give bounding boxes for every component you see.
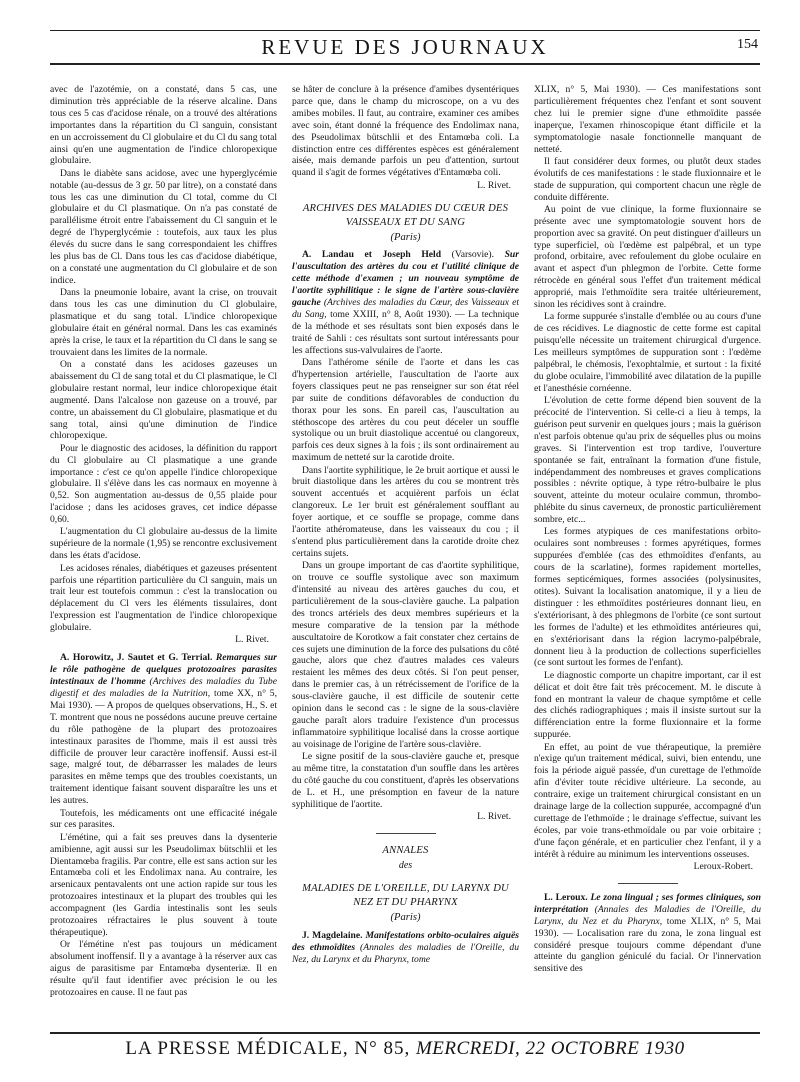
article-title: Remarques sur le rôle pathogène de quelques protozoaires parasites intestinaux de l'homme — [50, 652, 277, 688]
paragraph: XLIX, n° 5, Mai 1930). — Ces manifestations sont particulièrement fréquentes chez l'enfant et sont souvent chez lui le premier signe d'une ethmoïdite passée inaperçue, l'examen rhinoscopique étant difficile et la symptomatologie nasale fonctionnelle manquant de netteté. — [534, 84, 761, 155]
header-bottom-rule — [50, 63, 760, 65]
paragraph: Il faut considérer deux formes, ou plutôt deux stades évolutifs de ces manifestations : le stade fluxionnaire et le stade de suppuration, qui comportent chacun une règle de conduite différente. — [534, 155, 761, 203]
article-source: (Archives des maladies du Cœur, des Vaisseaux et du Sang, — [292, 297, 519, 320]
author-signature: L. Rivet. — [235, 634, 269, 646]
article-title: Sur l'auscultation des artères du cou et l'utilité clinique de cette méthode d'examen ; un nouveau symptôme de l'aortite syphilitique : le signe de l'artère sous-clavière gauche — [292, 249, 519, 309]
paragraph: Pour le diagnostic des acidoses, la définition du rapport du Cl globulaire au Cl plasmatique a une grande importance : c'est ce qu'on appelle l'indice chloropexique globulaire. Il s'élève dans les cas normaux en moyenne à 0,52. Son augmentation au-dessus de 0,55 plaide pour l'acidose ; dans les acidoses graves, cet indice dépasse 0,60. — [50, 442, 277, 526]
paragraph: avec de l'azotémie, on a constaté, dans 5 cas, une diminution très appréciable de la réserve alcaline. Dans tous ces 5 cas d'acidose rénale, on a trouvé des altérations importantes dans la répartition du Cl sanguin, consistant en un accroissement du Cl globulaire et du Cl du sang total ainsi qu'en une augmentation de l'indice chloropexique globulaire. — [50, 84, 277, 167]
article-authors: L. Leroux. — [544, 891, 588, 903]
article-text: tome XLIX, n° 5, Mai 1930). — Localisation rare du zona, le zona lingual est considéré presque toujours comme dépendant d'une atteinte du ganglion géniculé du facial. Or l'innervation sensitive des — [534, 915, 761, 975]
page-footer — [50, 1032, 760, 1062]
section-city: (Paris) — [390, 911, 421, 923]
header-top-rule — [50, 30, 760, 31]
paragraph: Au point de vue clinique, la forme fluxionnaire se présente avec une symptomatologie souvent hors de proportion avec sa gravité. On peut distinguer d'ailleurs un type superficiel, où l'œdème est palpébral, et un type profond, orbitaire, avec refoulement du globe oculaire en avant et aspect d'un phlegmon de l'orbite. Cette forme rétrocède en général sous l'effet d'un traitement médical approprié, mais l'ethmoïdite sera traitée ultérieurement, sinon les récidives sont à craindre. — [534, 203, 761, 311]
article-authors: A. Horowitz, J. Sautet et G. Terrial. — [60, 652, 213, 664]
paragraph: Le diagnostic comporte un chapitre important, car il est délicat et doit être fait très précocement. M. le discute à fond en montrant la valeur de chaque symptôme et celle des clichés radiographiques ; mais il insiste surtout sur la différenciation entre la forme fluxionnaire et la forme suppurée. — [534, 669, 761, 741]
article-city: (Varsovie). — [451, 249, 494, 261]
column-left — [50, 84, 277, 1024]
section-heading-connector: des — [398, 859, 413, 871]
article-title: Le zona lingual ; ses formes cliniques, son interprétation — [534, 891, 761, 915]
paragraph: Toutefois, les médicaments ont une efficacité inégale sur ces parasites. — [50, 807, 277, 831]
paragraph: L'évolution de cette forme dépend bien souvent de la précocité de l'intervention. Si celle-ci a lieu à temps, la guérison peut survenir en quelques jours ; mais la guérison n'est parfois obtenue qu'au prix de séquelles plus ou moins graves. Si l'intervention est trop tardive, l'ouverture spontanée se fait, entraînant la formation d'une fistule, indépendamment des nombreuses et graves complications possibles : névrite optique, à type rétro-bulbaire le plus souvent, atteinte du moteur oculaire commun, thrombo-phlébite du sinus caverneux, de pronostic particulièrement sombre, etc... — [534, 395, 761, 526]
column-middle — [292, 84, 519, 1024]
paragraph: Dans la pneumonie lobaire, avant la crise, on trouvait dans tous les cas une diminution du Cl globulaire, plasmatique et du sang total. L'indice chloropexique globulaire était en général normal. Dans les cas examinés après la crise, le taux et la répartition du Cl dans le sang se trouvaient dans les limites de la normale. — [50, 287, 277, 358]
article-text: tome XX, n° 5, Mai 1930). — A propos de quelques observations, H., S. et T. montrent que nous ne possédons aucune preuve certaine du rôle pathogène de la plupart des protozoaires intestinaux parasites de l'homme, mais il est aussi très difficile de prouver leur caractère inoffensif. Aussi est-il sage, malgré tout, de débarrasser les malades de leurs parasites en même temps que des troubles coexistants, un traitement identique faisant souvent disparaître les uns et les autres. — [50, 688, 277, 807]
column-right — [534, 84, 761, 1024]
section-city: (Paris) — [390, 231, 421, 243]
paragraph: se hâter de conclure à la présence d'amibes dysentériques parce que, dans le champ du microscope, on a vu des amibes mobiles. Il faut, au contraire, examiner ces amibes avec soin, étant donné la fréquence des Endolimax nana, des Pseudolimax bütschlii et des Entamœba coli. La distinction entre ces différentes espèces est généralement aisée, mais demande parfois un peu d'attention, surtout quand il s'agit de formes végétatives d'Entamœba coli. — [292, 84, 519, 179]
article-divider — [618, 883, 678, 884]
section-heading: ARCHIVES DES MALADIES DU CŒUR DES VAISSEAUX ET DU SANG — [302, 202, 509, 228]
article-source: (Annales des Maladies de l'Oreille, du Larynx, du Nez et du Pharynx, — [534, 903, 761, 927]
article-source: (Annales des maladies de l'Oreille, du Nez, du Larynx et du Pharynx, tome — [292, 941, 519, 965]
article-heading — [292, 249, 519, 356]
paragraph: L'augmentation du Cl globulaire au-dessus de la limite supérieure de la normale (1,95) se rencontre exclusivement dans les états d'acidose. — [50, 526, 277, 562]
footer-date: MERCREDI, 22 OCTOBRE 1930 — [415, 1038, 685, 1059]
article-text: tome XXIII, n° 8, Août 1930). — La technique de la méthode et ses résultats sont bien exposés dans le traité de Sahli : ces résultats sont surtout intéressants pour les affections sus-valvulaires de l'aorte. — [292, 308, 519, 356]
footer-journal: LA PRESSE MÉDICALE, N° 85, — [125, 1038, 411, 1059]
paragraph: Or l'émétine n'est pas toujours un médicament absolument inoffensif. Il y a avantage à la réserver aux cas aigus de parasitisme par Entamœba dysenteriæ. Il en résulte qu'il faut identifier avec précision le ou les protozoaires en cause. Il ne faut pas — [50, 939, 277, 998]
article-authors: J. Magdelaine. — [302, 929, 363, 941]
paragraph: Les acidoses rénales, diabétiques et gazeuses présentent parfois une répartition particulière du Cl sanguin, mais un trait leur est toutefois commun : c'est la translocation ou déplacement du Cl vers les éléments tissulaires, dont l'expression est l'augmentation de l'indice chloropexique globulaire. — [50, 562, 277, 634]
article-title: Manifestations orbito-oculaires aiguës des ethmoïdites — [292, 929, 519, 953]
section-heading: ANNALES — [382, 844, 429, 856]
article-heading — [50, 652, 277, 807]
article-heading — [292, 930, 519, 966]
paragraph: On a constaté dans les acidoses gazeuses un abaissement du Cl de sang total et du Cl plasmatique, le Cl globulaire restant normal, leur indice chloropexique était augmenté. Dans l'alcalose non gazeuse on a trouvé, par contre, un abaissement du Cl globulaire, plasmatique et du sang total, ainsi qu'une diminution de l'indice chloropexique. — [50, 359, 277, 442]
paragraph: Dans le diabète sans acidose, avec une hyperglycémie notable (au-dessus de 3 gr. 50 par litre), on a constaté dans tous les cas une diminution du Cl total, comme du Cl globulaire et du Cl plasmatique. On n'a pas constaté de parallélisme étroit entre l'abaissement du Cl sanguin et le degré de l'hyperglycémie : toutefois, aux taux les plus élevés du sucre dans le sang correspondaient les chiffres les plus bas de Cl. Dans tous les cas d'acidose diabétique, on a constaté une augmentation du Cl globulaire et de son indice. — [50, 167, 277, 286]
paragraph: Dans l'athérome sénile de l'aorte et dans les cas d'hypertension artérielle, l'auscultation de l'aorte aux foyers classiques peut ne pas renseigner sur son état réel par suite de conditions défavorables de conduction du thorax pour les sons. En pareil cas, l'auscultation au stéthoscope des artères du cou peut déceler un souffle systolique ou un bruit diastolique accentué ou clangoreux, parfois ces deux signes à la fois ; ils sont ordinairement au maximum de netteté sur la carotide droite. — [292, 357, 519, 464]
author-signature: L. Rivet. — [477, 179, 511, 191]
page-number: 154 — [737, 37, 758, 52]
section-divider — [376, 833, 436, 834]
paragraph: Les formes atypiques de ces manifestations orbito-oculaires sont nombreuses : formes apyrétiques, formes suppurées d'emblée (cas des ethmoïdites d'enfants, au cours de la scarlatine), formes rapidement mortelles, formes septicémiques, formes associées (polysinusites, otites). Suivant la localisation anatomique, il y a lieu de distinguer : les ethmoïdites postérieures donnant lieu, en s'extériorisant, à des phlegmons de l'orbite (ce sont surtout les formes de l'adulte) et les ethmoïdites antérieures qui, en s'extériorisant dans la région lacrymo-palpébrale, donnent lieu à la production de collections superficielles (ce sont surtout les formes de l'enfant). — [534, 526, 761, 669]
paragraph: L'émétine, qui a fait ses preuves dans la dysenterie amibienne, agit aussi sur les Pseudolimax bütschlii et les Dientamœba fragilis. Par contre, elle est sans action sur les Entamœba coli et les Endolimax nana. Au contraire, les arsenicaux pentavalents ont une action rapide sur tous les protozoaires intestinaux et la plupart des troubles qui les accompagnent (les Gardia intestinalis sont les seuls protozoaires réfractaires le plus souvent à toute thérapeutique). — [50, 831, 277, 938]
article-authors: A. Landau et Joseph Held — [302, 249, 442, 261]
paragraph: La forme suppurée s'installe d'emblée ou au cours d'une de ces récidives. Le diagnostic de cette forme est capital puisqu'elle nécessite un traitement chirurgical d'urgence. Les meilleurs symptômes de suppuration sont : l'œdème palpébral, le chémosis, l'exophtalmie, et surtout : la fixité du globe oculaire, l'immobilité avec dilatation de la pupille et l'anesthésie cornéenne. — [534, 311, 761, 394]
paragraph: En effet, au point de vue thérapeutique, la première n'exige qu'un traitement médical, suivi, bien entendu, une fois la période aiguë passée, d'un curettage de l'ethmoïde afin d'éviter toute récidive ultérieure. La seconde, au contraire, exige un traitement chirurgical consistant en un drainage large de la collection suppurée, accompagné d'un curettage de l'ethmoïde ; le drainage s'effectue, suivant les écoles, par voie trans-ethmoïdale ou par voie orbitaire ; d'une façon générale, et en particulier chez l'enfant, il y a intérêt à réduire au minimum les interventions osseuses. — [534, 741, 761, 860]
paragraph: Le signe positif de la sous-clavière gauche et, presque au même titre, la constatation d'un souffle dans les artères du côté gauche du cou constituent, d'après les observations de L. et H., une présomption en faveur de la nature syphilitique de l'aortite. — [292, 751, 519, 810]
footer-rule — [50, 1032, 760, 1034]
running-title: REVUE DES JOURNAUX — [261, 35, 549, 59]
section-heading: MALADIES DE L'OREILLE, DU LARYNX DU NEZ ET DU PHARYNX — [302, 882, 509, 908]
article-source: (Archives des maladies du Tube digestif et des maladies de la Nutrition, — [50, 676, 277, 700]
footer-line — [50, 1038, 760, 1060]
page-header — [50, 30, 760, 68]
author-signature: Leroux-Robert. — [693, 861, 753, 873]
author-signature: L. Rivet. — [477, 811, 511, 822]
paragraph: Dans un groupe important de cas d'aortite syphilitique, on trouve ce souffle systolique avec son maximum d'intensité au niveau des artères gauches du cou, et particulièrement de la sous-clavière gauche. La palpation des troncs artériels des deux membres supérieurs et la mesure comparative de la tension par la méthode auscultatoire de Korotkow a fait constater chez certains de ces sujets une diminution de la force des pulsations du côté gauche, alors que chez d'autres malades ces valeurs restaient les mêmes des deux côtés. Si l'on peut penser, dans le premier cas, à un rétrécissement de l'orifice de la sous-clavière gauche, il est difficile de soutenir cette opinion dans le second cas : le signe de la sous-clavière gauche paraît alors traduire l'existence d'un processus inflammatoire syphilitique localisé dans la crosse aortique au voisinage de l'origine de l'artère sous-clavière. — [292, 560, 519, 750]
paragraph: Dans l'aortite syphilitique, le 2e bruit aortique et aussi le bruit diastolique dans les artères du cou se montrent très souvent accentués et acquièrent parfois un éclat clangoreux. Le 1er bruit est généralement soufflant au foyer aortique, et ce souffle se propage, comme dans l'aortite athéromateuse, dans les vaisseaux du cou ; il s'entend plus particulièrement dans la carotide droite chez certains sujets. — [292, 464, 519, 559]
article-heading — [534, 892, 761, 975]
